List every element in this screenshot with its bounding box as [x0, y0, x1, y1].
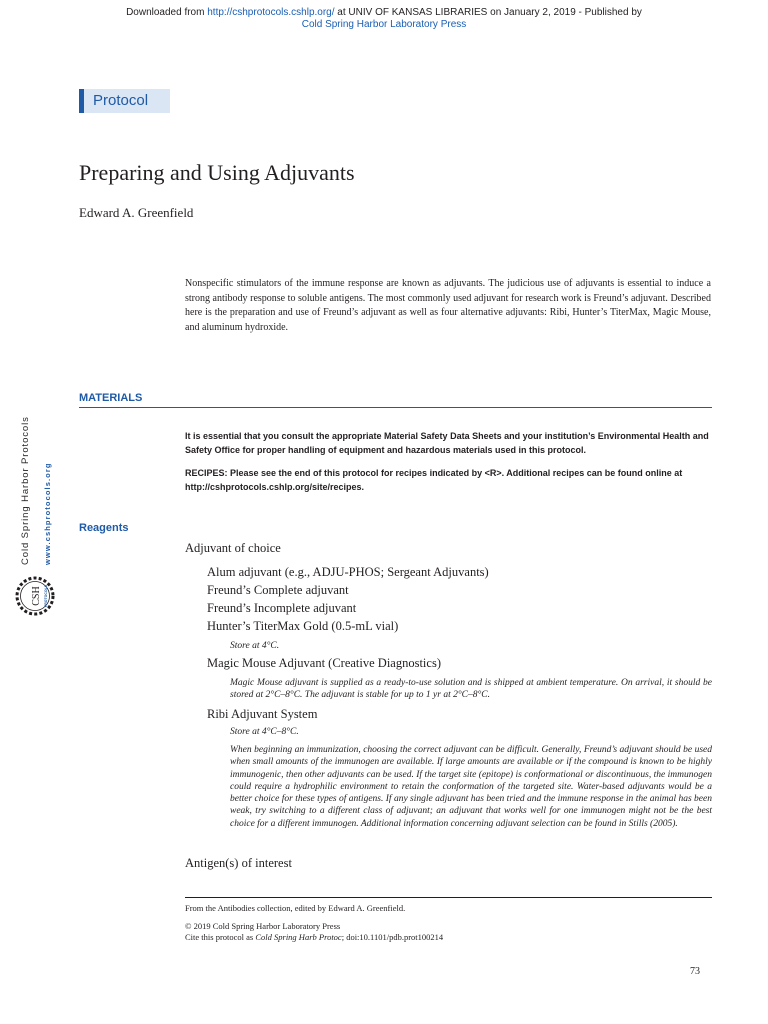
reagent-item: Alum adjuvant (e.g., ADJU-PHOS; Sergeant Adjuvants)	[207, 565, 489, 579]
protocol-badge: Protocol	[79, 89, 170, 113]
csh-protocols-logo-icon	[14, 575, 56, 617]
reagents-heading: Reagents	[79, 522, 129, 534]
adjuvant-selection-note: When beginning an immunization, choosing the correct adjuvant can be difficult. Generally, Freund’s adjuvant should be used when small amounts of the immunogen are available. If large amounts are available or if the compound is known to be highly immunogenic, then other adjuvants can be used. If the target site (epitope) is conformational or discontinuous, the immunogen could require a hydrophilic environment to retain the conformation of the targeted site. Water-based adjuvants would be a better choice for these types of antigens. If any single adjuvant has been tried and the immune response in the animal has been weak, try switching to a different class of adjuvant; an adjuvant that works well for one immunogen might not be the best choice for a different immunogen. Additional information concerning adjuvant selection can be found in Stills (2005).	[230, 745, 712, 829]
banner-middle: at UNIV OF KANSAS LIBRARIES on January 2, 2019 - Published by	[334, 7, 642, 18]
reagent-item: Freund’s Incomplete adjuvant	[207, 601, 357, 615]
storage-note-titermax: Store at 4°C.	[230, 641, 280, 651]
reagent-magic-mouse: Magic Mouse Adjuvant (Creative Diagnostics)	[207, 656, 441, 670]
citation-prefix: Cite this protocol as	[185, 932, 256, 942]
citation-doi: ; doi:10.1101/pdb.prot100214	[341, 932, 444, 942]
magic-mouse-note: Magic Mouse adjuvant is supplied as a ready-to-use solution and is shipped at ambient temperature. On arrival, it should be stored at 2°C–8°C. The adjuvant is stable for up to 1 yr at 2°C–8°C.	[230, 678, 712, 701]
banner-publisher-link[interactable]: Cold Spring Harbor Laboratory Press	[301, 19, 467, 30]
download-banner	[0, 7, 768, 31]
banner-url-link[interactable]: http://cshprotocols.cshlp.org/	[207, 7, 335, 18]
author-name: Edward A. Greenfield	[79, 205, 194, 220]
reagent-ribi: Ribi Adjuvant System	[207, 707, 318, 721]
footer-citation	[185, 932, 443, 943]
footer-collection: From the Antibodies collection, edited by Edward A. Greenfield.	[185, 903, 406, 913]
logo-text: CSH	[31, 586, 42, 606]
banner-prefix: Downloaded from	[126, 7, 208, 18]
reagent-item: Freund’s Complete adjuvant	[207, 583, 349, 597]
materials-divider	[79, 407, 712, 408]
footer-divider	[185, 897, 712, 898]
reagent-item: Hunter’s TiterMax Gold (0.5-mL vial)	[207, 619, 399, 633]
citation-journal: Cold Spring Harb Protoc	[255, 932, 342, 942]
logo-subtext: PROTOCOLS	[44, 584, 48, 608]
sidebar-journal-name: Cold Spring Harbor Protocols	[20, 416, 31, 565]
reagent-antigen: Antigen(s) of interest	[185, 856, 292, 870]
page-title: Preparing and Using Adjuvants	[79, 160, 355, 185]
reagent-adjuvant-of-choice: Adjuvant of choice	[185, 541, 281, 555]
abstract: Nonspecific stimulators of the immune response are known as adjuvants. The judicious use of adjuvants is essential to induce a strong antibody response to soluble antigens. The most commonly used adjuvant for research work is Freund’s adjuvant. Described here is the preparation and use of Freund’s adjuvant as well as four alternative adjuvants: Ribi, Hunter’s TiterMax, Magic Mouse, and aluminum hydroxide.	[185, 278, 711, 333]
page-number: 73	[690, 966, 700, 977]
sidebar-url[interactable]: www.cshprotocols.org	[43, 462, 52, 565]
materials-heading: MATERIALS	[79, 392, 143, 404]
footer-copyright: © 2019 Cold Spring Harbor Laboratory Press	[185, 921, 341, 931]
safety-notice: It is essential that you consult the appropriate Material Safety Data Sheets and your institution’s Environmental Health and Safety Office for proper handling of equipment and hazardous materials used in this protocol.	[185, 431, 709, 455]
recipes-notice: RECIPES: Please see the end of this protocol for recipes indicated by <R>. Additional recipes can be found online at http://cshprotocols.cshlp.org/site/recipes.	[185, 468, 683, 492]
storage-note-ribi: Store at 4°C–8°C.	[230, 727, 299, 737]
